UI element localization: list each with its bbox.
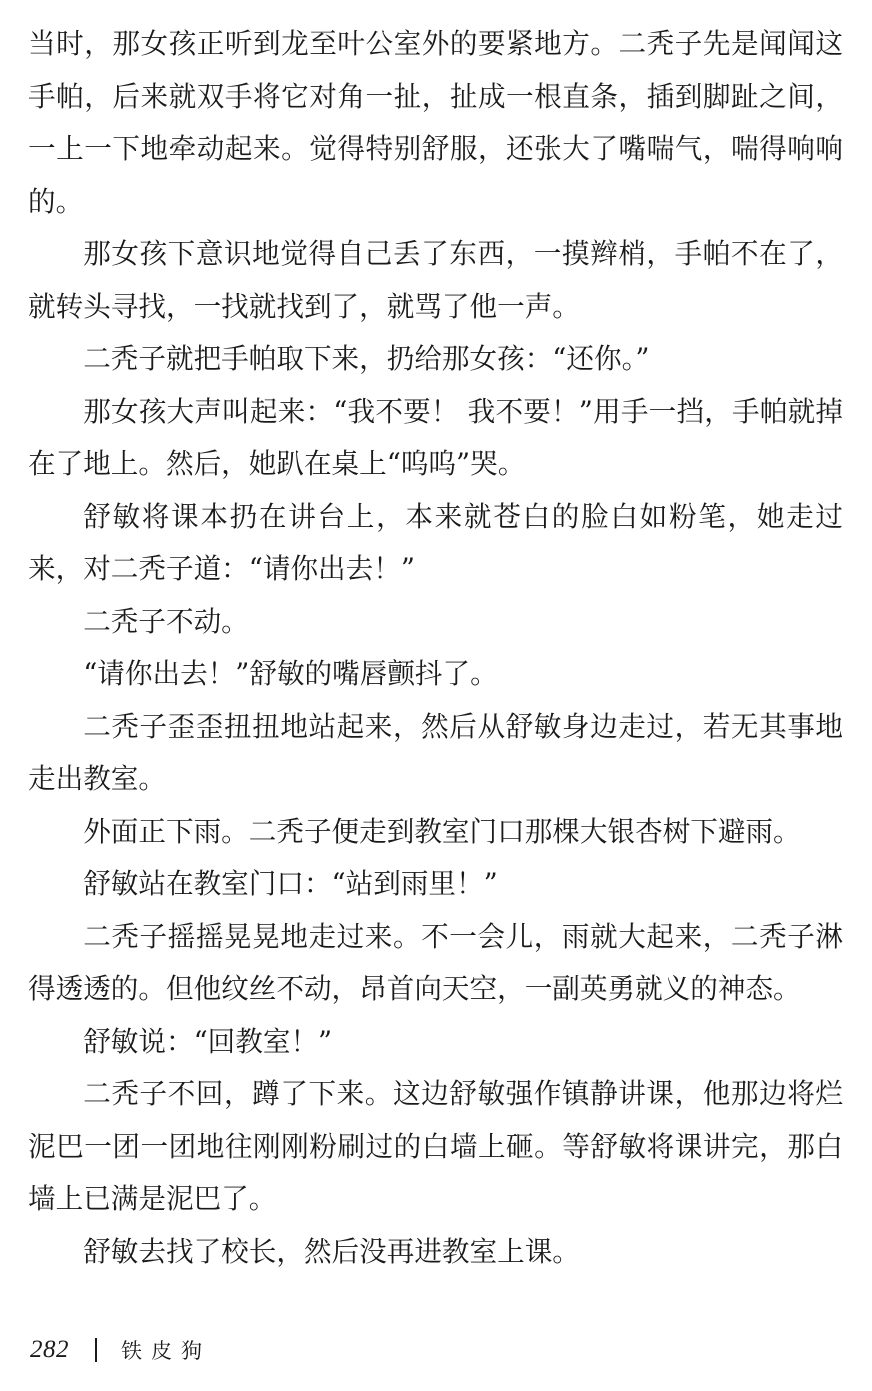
page-footer xyxy=(30,1330,211,1370)
paragraph-1: 当时，那女孩正听到龙至叶公室外的要紧地方。二秃子先是闻闻这手帕，后来就双手将它对角一扯，扯成一根直条，插到脚趾之间，一上一下地牵动起来。觉得特别舒服，还张大了嘴喘气，喘得响响的。 xyxy=(28,27,843,218)
page-number: 282 xyxy=(30,1336,69,1363)
paragraph-8: 二秃子歪歪扭扭地站起来，然后从舒敏身边走过，若无其事地走出教室。 xyxy=(28,709,843,795)
paragraph-6: 二秃子不动。 xyxy=(83,604,249,638)
paragraph-4: 那女孩大声叫起来：“我不要！ 我不要！”用手一挡，手帕就掉在了地上。然后，她趴在桌上“呜呜”哭。 xyxy=(28,394,843,480)
paragraph-7: “请你出去！”舒敏的嘴唇颤抖了。 xyxy=(83,657,498,690)
paragraph-11: 二秃子摇摇晃晃地走过来。不一会儿，雨就大起来，二秃子淋得透透的。但他纹丝不动，昂首向天空，一副英勇就义的神态。 xyxy=(28,919,843,1005)
footer-divider xyxy=(95,1338,97,1362)
paragraph-10: 舒敏站在教室门口：“站到雨里！” xyxy=(83,867,498,900)
paragraph-14: 舒敏去找了校长，然后没再进教室上课。 xyxy=(83,1234,580,1268)
paragraph-12: 舒敏说：“回教室！” xyxy=(83,1024,333,1058)
paragraph-9: 外面正下雨。二秃子便走到教室门口那棵大银杏树下避雨。 xyxy=(83,814,801,848)
paragraph-13: 二秃子不回，蹲了下来。这边舒敏强作镇静讲课，他那边将烂泥巴一团一团地往刚刚粉刷过的白墙上砸。等舒敏将课讲完，那白墙上已满是泥巴了。 xyxy=(28,1077,843,1215)
paragraph-3: 二秃子就把手帕取下来，扔给那女孩：“还你。” xyxy=(83,342,650,375)
paragraph-2: 那女孩下意识地觉得自己丢了东西，一摸辫梢，手帕不在了，就转头寻找，一找就找到了，就骂了他一声。 xyxy=(28,237,843,323)
page-body xyxy=(28,18,843,1278)
paragraph-5: 舒敏将课本扔在讲台上，本来就苍白的脸白如粉笔，她走过来，对二秃子道：“请你出去！” xyxy=(28,499,843,585)
book-title: 铁皮狗 xyxy=(121,1339,211,1363)
